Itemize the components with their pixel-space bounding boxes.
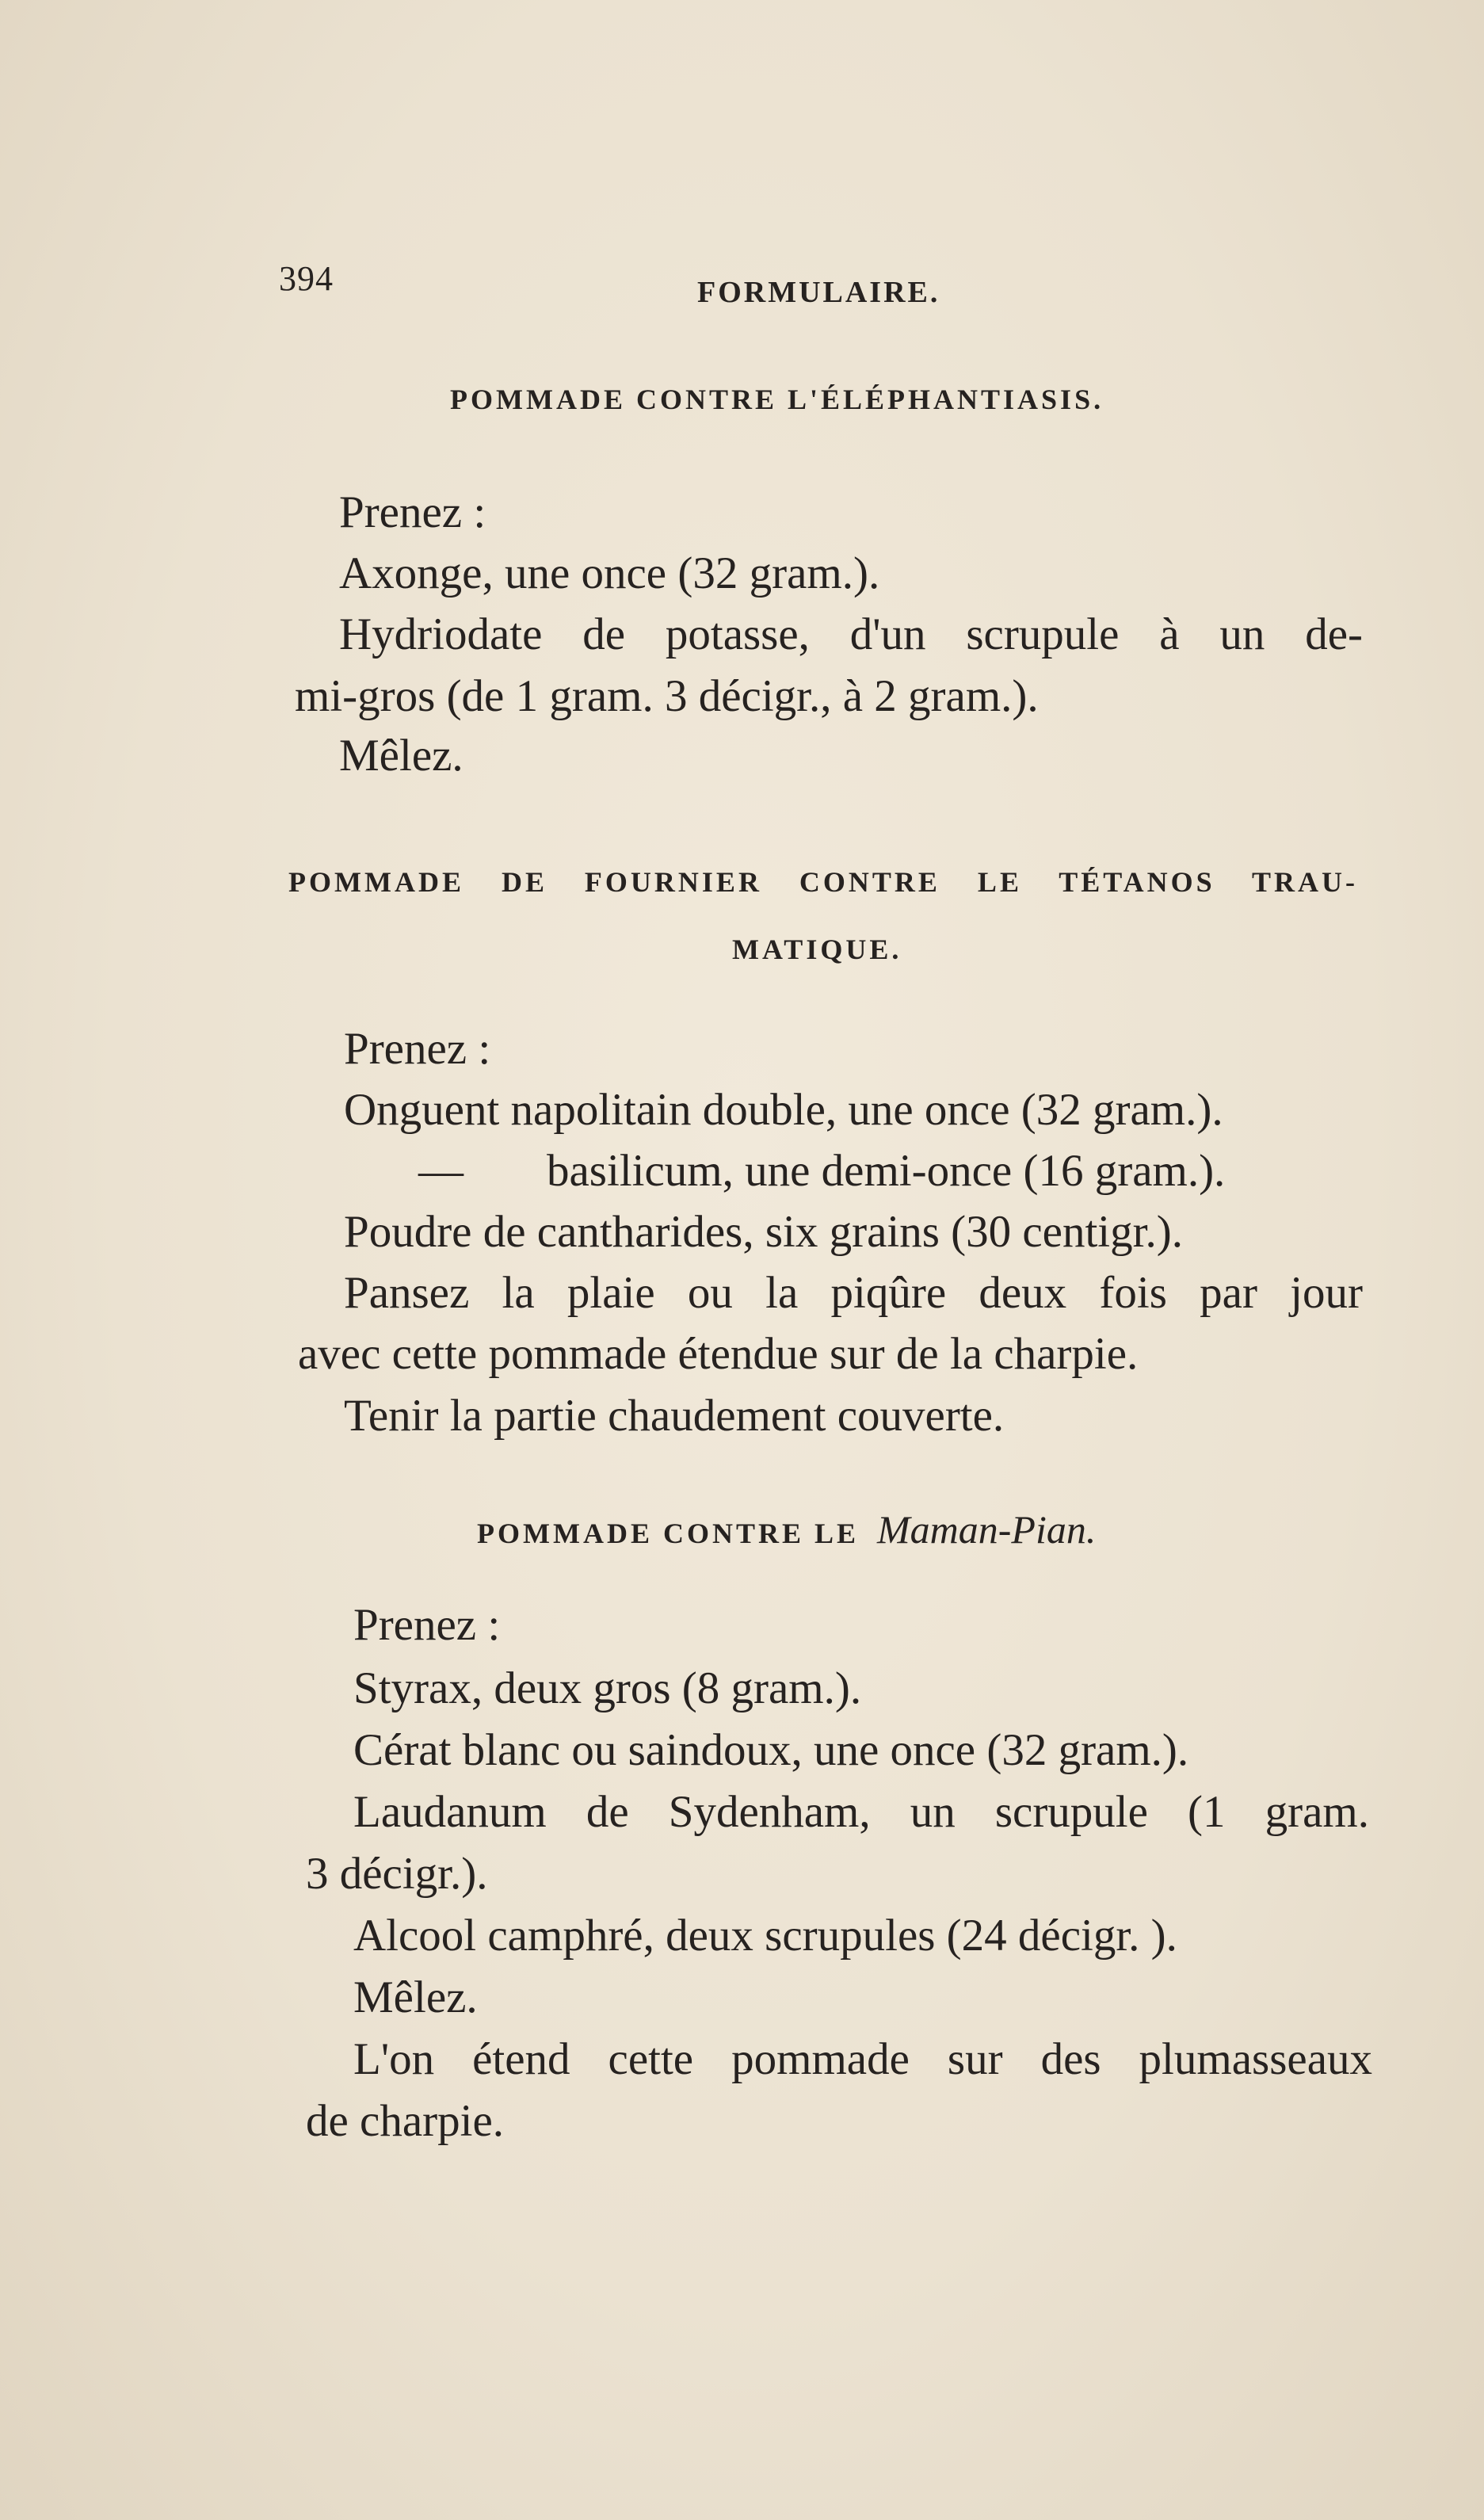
running-title: FORMULAIRE. xyxy=(697,276,940,309)
section2-line: Pansez la plaie ou la piqûre deux fois par jour xyxy=(344,1268,1363,1318)
section3-line: Styrax, deux gros (8 gram.). xyxy=(353,1663,862,1713)
section3-line: Prenez : xyxy=(353,1600,501,1650)
section2-line: avec cette pommade étendue sur de la charpie. xyxy=(298,1329,1139,1379)
section3-line: de charpie. xyxy=(306,2096,505,2146)
section1-line: Hydriodate de potasse, d'un scrupule à un de- xyxy=(339,609,1363,659)
section3-line: L'on étend cette pommade sur des plumasseaux xyxy=(353,2034,1372,2084)
ditto-dash: — xyxy=(418,1146,464,1196)
section-title-tetanos: POMMADE DE FOURNIER CONTRE LE TÉTANOS TRAU- xyxy=(288,866,1358,898)
section1-line: Prenez : xyxy=(339,487,486,537)
section-title-italic: Maman-Pian. xyxy=(877,1507,1097,1552)
section-title-tetanos-cont: MATIQUE. xyxy=(732,934,902,965)
section2-line: Tenir la partie chaudement couverte. xyxy=(344,1391,1005,1441)
section1-line: mi-gros (de 1 gram. 3 décigr., à 2 gram.). xyxy=(295,671,1039,721)
section2-line: Prenez : xyxy=(344,1024,491,1074)
section2-line: Onguent napolitain double, une once (32 gram.). xyxy=(344,1085,1223,1135)
section2-line: basilicum, une demi-once (16 gram.). xyxy=(547,1146,1226,1196)
section1-line: Axonge, une once (32 gram.). xyxy=(339,548,880,598)
section1-line: Mêlez. xyxy=(339,731,464,781)
section3-line: 3 décigr.). xyxy=(306,1849,488,1899)
section3-line: Mêlez. xyxy=(353,1972,478,2022)
page-number: 394 xyxy=(279,259,334,298)
section-title-maman-pian xyxy=(477,1507,1097,1552)
section-title-prefix: POMMADE CONTRE LE xyxy=(477,1518,859,1549)
section3-line: Cérat blanc ou saindoux, une once (32 gram.). xyxy=(353,1725,1189,1775)
section3-line: Alcool camphré, deux scrupules (24 décigr. ). xyxy=(353,1911,1177,1961)
section3-line: Laudanum de Sydenham, un scrupule (1 gram. xyxy=(353,1787,1369,1837)
section2-line: Poudre de cantharides, six grains (30 centigr.). xyxy=(344,1207,1183,1257)
section-title-elephantiasis: POMMADE CONTRE L'ÉLÉPHANTIASIS. xyxy=(450,384,1104,415)
